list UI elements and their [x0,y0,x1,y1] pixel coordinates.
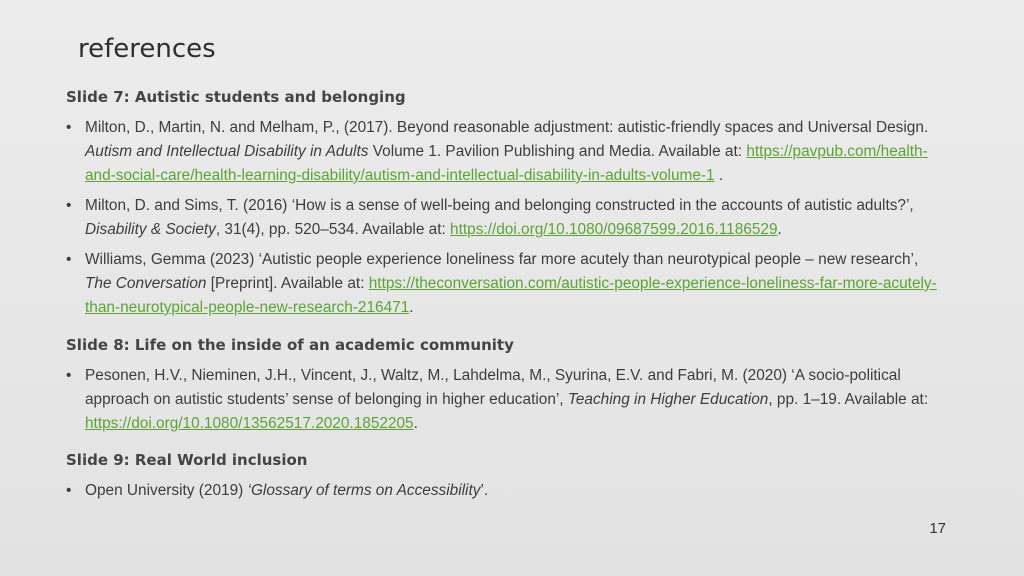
reference-item [66,479,946,503]
reference-item [66,248,946,320]
bullet-icon: • [66,482,72,499]
section-slide-7 [66,88,946,326]
bullet-icon: • [66,119,72,136]
bullet-icon: • [66,197,72,214]
reference-text: Williams, Gemma (2023) ‘Autistic people experience loneliness far more acutely than neurotypical people – new research’, [85,251,919,268]
bullet-icon: • [66,367,72,384]
page-number: 17 [929,520,946,537]
section-heading: Slide 8: Life on the inside of an academic community [66,336,514,354]
reference-text: . [413,415,418,432]
bullet-icon: • [66,251,72,268]
reference-text: . [714,167,724,184]
reference-text: Pesonen, H.V., Nieminen, J.H., Vincent, J., Waltz, M., Lahdelma, M., Syurina, E.V. and Fabri, M. (2020) ‘A socio-political approach on autistic students’ sense of belonging in higher education’, [85,367,901,408]
reference-list [66,364,946,436]
reference-journal: Disability & Society [85,221,216,238]
reference-text: Milton, D., Martin, N. and Melham, P., (2017). Beyond reasonable adjustment: autistic-friendly spaces and Universal Design. [85,119,929,136]
reference-text: [Preprint]. Available at: [206,275,369,292]
reference-journal: ‘Glossary of terms on Accessibility [247,482,481,499]
reference-link[interactable]: https://doi.org/10.1080/09687599.2016.1186529 [450,221,778,238]
reference-text: Milton, D. and Sims, T. (2016) ‘How is a sense of well-being and belonging constructed in the accounts of autistic adults?’, [85,197,914,214]
section-heading: Slide 7: Autistic students and belonging [66,88,406,106]
reference-item [66,194,946,242]
reference-list [66,479,946,503]
reference-text: ’. [480,482,489,499]
reference-text: . [777,221,782,238]
reference-link[interactable]: https://doi.org/10.1080/13562517.2020.1852205 [85,415,414,432]
section-slide-9 [66,451,946,509]
reference-link[interactable]: https://theconversation.com/autistic-people-experience-loneliness-far-more-acutely-than-neurotypical-people-new-research-216471 [85,275,937,316]
reference-list [66,116,946,320]
reference-text: , 31(4), pp. 520–534. Available at: [215,221,451,238]
reference-text: Volume 1. Pavilion Publishing and Media. Available at: [368,143,747,160]
section-slide-8 [66,336,946,442]
reference-link[interactable]: https://pavpub.com/health-and-social-care/health-learning-disability/autism-and-intellectual-disability-in-adults-volume-1 [85,143,928,184]
reference-text: , pp. 1–19. Available at: [768,391,929,408]
reference-journal: Autism and Intellectual Disability in Adults [85,143,369,160]
reference-journal: The Conversation [85,275,207,292]
reference-journal: Teaching in Higher Education [567,391,769,408]
reference-item [66,364,946,436]
section-heading: Slide 9: Real World inclusion [66,451,308,469]
reference-item [66,116,946,188]
slide-title: references [78,34,216,64]
reference-text: Open University (2019) [85,482,248,499]
reference-text: . [409,299,414,316]
